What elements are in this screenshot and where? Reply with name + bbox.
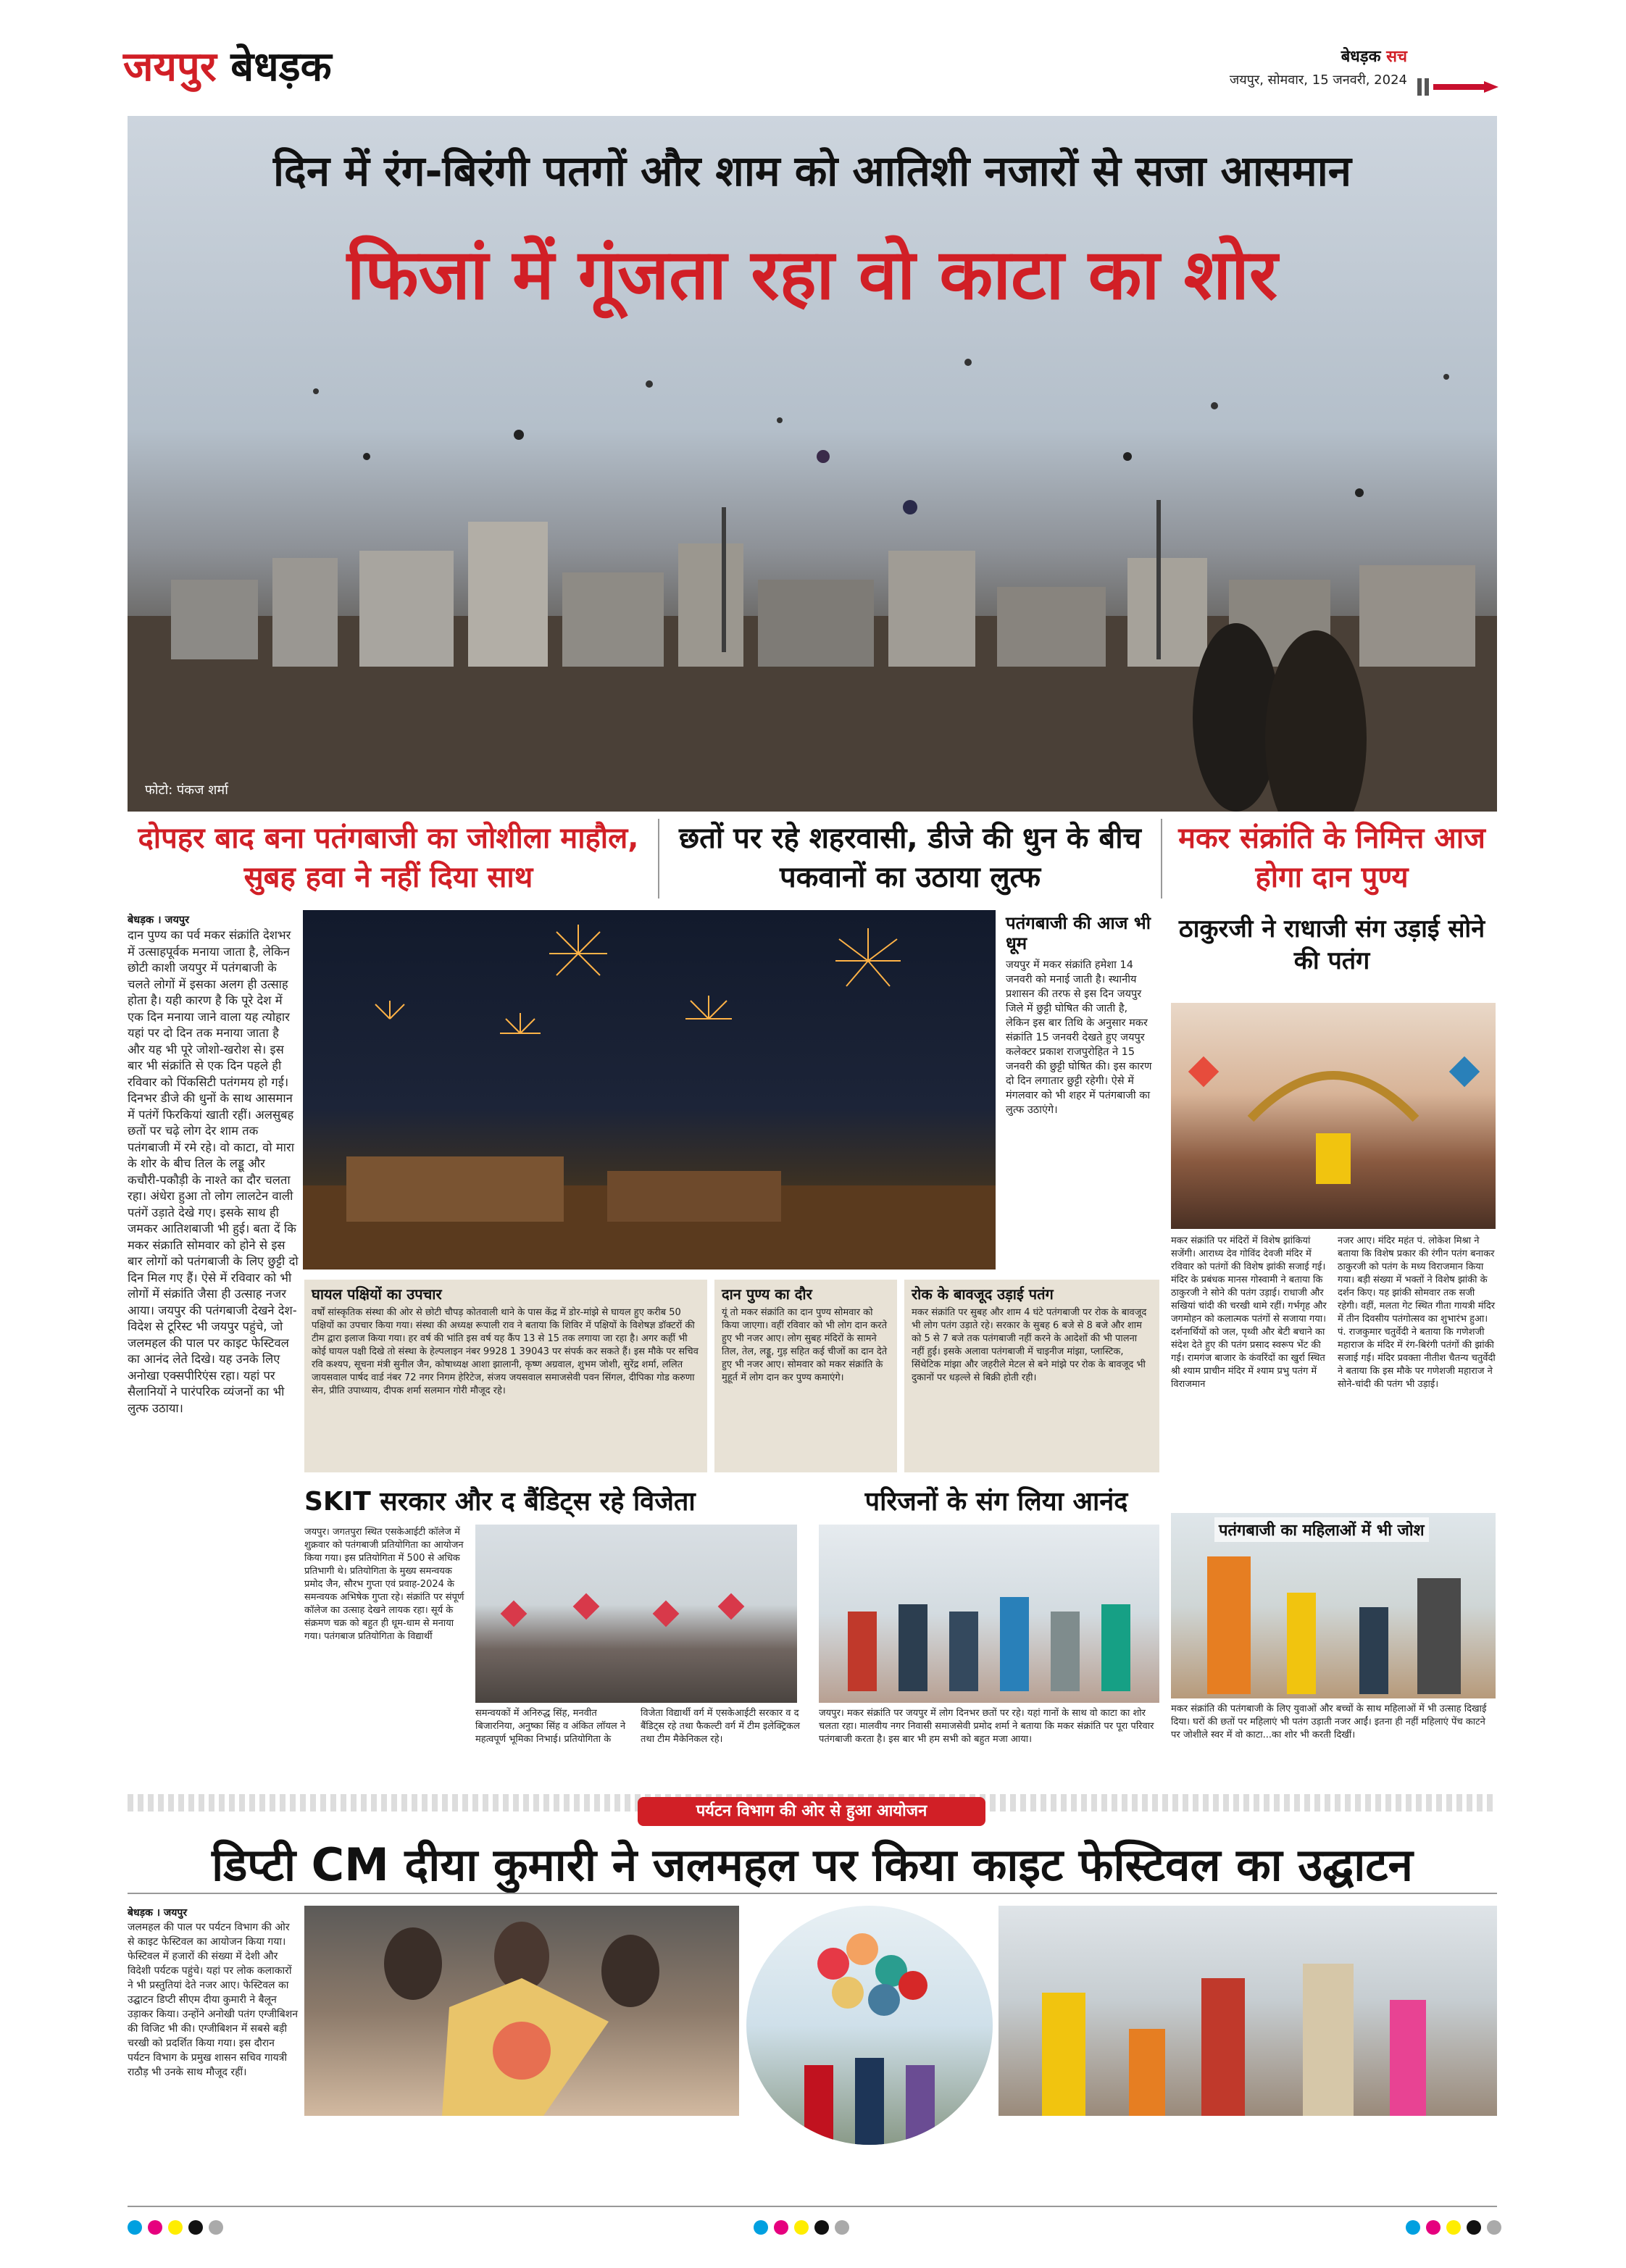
family-image — [819, 1525, 1159, 1703]
city-skyline-image — [128, 116, 1497, 812]
balloon-image — [746, 1906, 993, 2145]
fireworks-photo — [303, 910, 996, 1270]
col1-article — [128, 913, 299, 1417]
tag-word-2: सच — [1386, 48, 1407, 66]
col4-body-a: मकर संक्रांति पर मंदिरों में विशेष झांकियां सजेंगी। आराध्य देव गोविंद देवजी मंदिर में रविवार को पतंगों की विशेष झांकी सजाई गई। मंदिर के प्रबंधक मानस गोस्वामी ने बताया कि ठाकुरजी ने सोने की पतंग उड़ाई। राधाजी और सखियां चांदी की चरखी थामे रहीं। गर्भगृह और जगमोहन को कलात्मक पतंगों से सजाया गया। दर्शनार्थियों को जल, पृथ्वी और बेटी बचाने का संदेश देते हुए की पतंग प्रसाद स्वरूप भेंट की गई। रामगंज बाजार के कंवरिंदों का खुर्रा स्थित श्री श्याम प्राचीन मंदिर में श्याम प्रभु पतंग में विराजमान — [1171, 1235, 1327, 1390]
divider — [128, 2206, 1497, 2207]
bottom-body: जलमहल की पाल पर पर्यटन विभाग की ओर से काइट फेस्टिवल का आयोजन किया गया। फेस्टिवल में हजारों की संख्या में देशी और विदेशी पर्यटक पहुंचे। यहां पर लोक कलाकारों ने भी प्रस्तुतियां देते नजर आए। फेस्टिवल का उद्घाटन डिप्टी सीएम दीया कुमारी ने बैलून उड़ाकर किया। उन्होंने अनोखी पतंग एग्जीबिशन की विजिट भी की। एग्जीबिशन में सबसे बड़ी चरखी को प्रदर्शित किया गया। इस दौरान पर्यटन विभाग के प्रमुख शासन सचिव गायत्री राठौड़ भी उनके साथ मौजूद रहीं। — [128, 1922, 299, 2078]
divider — [658, 819, 659, 899]
dcm-photo — [304, 1906, 739, 2116]
skit-col-b: समन्वयकों में अनिरुद्ध सिंह, मनवीत बिजारनिया, अनुष्का सिंह व अंकित लॉयल ने महत्वपूर्ण भूमिका निभाई। प्रतियोगिता के — [475, 1708, 626, 1745]
fireworks-image — [303, 910, 996, 1270]
parijan-body: जयपुर। मकर संक्रांति पर जयपुर में लोग दिनभर छतों पर रहे। यहां गानों के साथ वो काटा का शोर चलता रहा। मालवीय नगर निवासी समाजसेवी प्रमोद शर्मा ने बताया कि मकर संक्रांति पर पूरा परिवार पतंगबाजी करता है। इस बार भी हम सभी को बहुत मजा आया। — [819, 1708, 1154, 1745]
skit-col-c: विजेता विद्यार्थी वर्ग में एसकेआईटी सरकार व द बैंडिट्स रहे तथा फैकल्टी वर्ग में टीम इलेक्ट्रिकल तथा टीम मैकेनिकल रहे। — [641, 1708, 800, 1745]
pen-icon — [1414, 74, 1500, 100]
tag-word-1: बेधड़क — [1341, 48, 1381, 66]
box-birds-body: वर्षों सांस्कृतिक संस्था की ओर से छोटी चौपड़ कोतवाली थाने के पास केंद्र में डोर-मांझे से घायल हुए करीब 50 पक्षियों का उपचार किया गया। संस्था की अध्यक्ष रूपाली राव ने बताया कि शिविर में पक्षियों के विशेषज्ञ डॉक्टरों की टीम द्वारा इलाज किया गया। हर वर्ष की भांति इस वर्ष यह कैंप 13 से 15 तक लगाया जा रहा है। अगर कहीं भी कोई घायल पक्षी दिखे तो संस्था के हेल्पलाइन नंबर 9928 1 39043 पर संपर्क कर सकते हैं। इस मौके पर सचिव रवि कश्यप, सूचना मंत्री सुनील जैन, कोषाध्यक्ष आशा झालानी, कृष्ण अग्रवाल, शुभम जोशी, सुरेंद्र शर्मा, ललित जायसवाल पार्षद वार्ड नंबर 72 नगर निगम हेरिटेज, संजय जयसवाल समाजसेवी पवन सिंगल, दीपिका गोड करुणा सेन, प्रीति उपाध्याय, दीपक शर्मा सलमान गोरी मौजूद रहे। — [312, 1307, 699, 1396]
inauguration-image — [304, 1906, 739, 2116]
group-image — [475, 1525, 797, 1703]
col2-headline: छतों पर रहे शहरवासी, डीजे की धुन के बीच पकवानों का उठाया लुत्फ — [679, 822, 1141, 894]
col1-headline: दोपहर बाद बना पतंगबाजी का जोशीला माहौल, सुबह हवा ने नहीं दिया साथ — [138, 822, 639, 894]
dance-photo — [998, 1906, 1497, 2116]
bottom-dateline: बेधड़क । जयपुर — [128, 1907, 188, 1919]
box-rok — [904, 1280, 1159, 1472]
bottom-tag: पर्यटन विभाग की ओर से हुआ आयोजन — [638, 1797, 985, 1826]
lead-kicker: दिन में रंग-बिरंगी पतगों और शाम को आतिशी नजारों से सजा आसमान — [273, 146, 1351, 196]
box-daan-title: दान पुण्य का दौर — [722, 1285, 812, 1303]
dateline: बेधड़क । जयपुर — [128, 914, 190, 926]
temple-image — [1171, 1003, 1496, 1229]
col4-headline: मकर संक्रांति के निमित्त आज होगा दान पुण्य — [1178, 822, 1485, 894]
divider — [128, 1893, 1497, 1894]
masthead — [123, 38, 1500, 103]
sidebox-title: पतंगबाजी की आज भी धूम — [1006, 913, 1151, 954]
box-rok-body: मकर संक्रांति पर सुबह और शाम 4 घंटे पतंगबाजी पर रोक के बावजूद भी लोग पतंग उड़ाते रहे। सरकार के सुबह 6 बजे से 8 बजे और शाम को 5 से 7 बजे तक पतंगबाजी नहीं करने के आदेशों की भी पालना नहीं हुई। इसके अलावा पतंगबाजी में चाइनीज मांझा, प्लास्टिक, सिंथेटिक मांझा और जहरीले मेटल से बने मांझे पर रोक के बावजूद भी दुकानों पर धड़ल्ले से बिक्री होती रही। — [912, 1307, 1147, 1383]
tagline — [1341, 45, 1407, 67]
dateline: जयपुर, सोमवार, 15 जनवरी, 2024 — [1229, 72, 1407, 88]
balloon-photo — [746, 1906, 993, 2145]
bottom-article — [128, 1906, 299, 2080]
col4-body-b: नजर आए। मंदिर महंत पं. लोकेश मिश्रा ने बताया कि विशेष प्रकार की रंगीन पतंग बनाकर ठाकुरजी को पतंग के मध्य विराजमान किया गया। बड़ी संख्या में भक्तों ने विशेष झांकी के दर्शन किए। यह झांकी सोमवार तक सजी रहेगी। वहीं, मलता गेट स्थित गीता गायत्री मंदिर में तीन दिवसीय पतंगोत्सव का शुभारंभ हुआ। पं. राजकुमार चतुर्वेदी ने बताया कि गणेशजी महाराज के मंदिर में रंग-बिरंगी पतंगों की झांकी सजाई गई। मंदिर प्रवक्ता नीतीश चैतन्य चतुर्वेदी ने बताया कि इस मौके पर गणेशजी महाराज ने सोने-चांदी की पतंग भी उड़ाई। — [1338, 1235, 1496, 1390]
sidebox-kite-today — [1006, 913, 1154, 1117]
women-photo — [1171, 1513, 1496, 1698]
photo-credit: फोटो: पंकज शर्मा — [145, 783, 228, 798]
brand-logo — [123, 38, 332, 93]
box-birds-title: घायल पक्षियों का उपचार — [312, 1285, 442, 1303]
parijan-photo — [819, 1525, 1159, 1703]
parijan-headline: परिजनों के संग लिया आनंद — [864, 1487, 1128, 1517]
box-daan-body: यूं तो मकर संक्रांति का दान पुण्य सोमवार को किया जाएगा। वहीं रविवार को भी लोग दान करते हुए भी नजर आए। लोग सुबह मंदिरों के सामने तिल, तेल, लड्डू, गुड़ सहित कई चीजों का दान देते हुए भी नजर आए। सोमवार को मकर संक्रांति के मुहूर्त में लोग दान कर पुण्य कमाएंगे। — [722, 1307, 888, 1383]
skit-team-photo — [475, 1525, 797, 1703]
brand-red: जयपुर — [123, 43, 217, 91]
box-birds — [304, 1280, 707, 1472]
sidebox-body: जयपुर में मकर संक्रांति हमेशा 14 जनवरी को मनाई जाती है। स्थानीय प्रशासन की तरफ से इस दिन जयपुर जिले में छुट्टी घोषित की जाती है, लेकिन इस बार तिथि के अनुसार मकर संक्रांति 15 जनवरी देखते हुए जयपुर कलेक्टर प्रकाश राजपुरोहित ने 15 जनवरी की छुट्टी घोषित की। इस कारण दो दिन लगातार छुट्टी रहेगी। ऐसे में मंगलवार को भी शहर में पतंगबाजी का लुत्फ उठाएंगे। — [1006, 959, 1152, 1116]
lead-headline: फिजां में गूंजता रहा वो काटा का शोर — [346, 234, 1278, 315]
dancing-image — [998, 1906, 1497, 2116]
box-daan — [714, 1280, 897, 1472]
brand-black: बेधड़क — [230, 43, 332, 91]
col1-body: दान पुण्य का पर्व मकर संक्रांति देशभर में उत्साहपूर्वक मनाया जाता है, लेकिन छोटी काशी जयपुर में पतंगबाजी के चलते लोगों में इसका अलग ही उत्साह होता है। यही कारण है कि पूरे देश में एक दिन मनाया जाने वाला यह त्योहार यहां पर दो दिन तक मनाया जाता है और यह भी पूरे जोशो-खरोश से। इस बार भी संक्रांति से एक दिन पहले ही रविवार को पिंकसिटी पतंगमय हो गई। दिनभर डीजे की धुनों के साथ आसमान में पतंगें फिरकियां खाती रहीं। अलसुबह छतों पर चढ़े लोग देर शाम तक पतंगबाजी में रमे रहे। वो काटा, वो मारा के शोर के बीच तिल के लड्डू और कचौरी-पकौड़ी के नाश्ते का दौर चलता रहा। अंधेरा हुआ तो लोग लालटेन वाली पतंगें उड़ाते देखे गए। इसके साथ ही जमकर आतिशबाजी भी हुई। बता दें कि मकर संक्राति सोमवार को होने से इस बार लोगों को पतंगबाजी के लिए छुट्टी दो दिन मिल गए हैं। ऐसे में रविवार को भी लोगों में संक्रांति जैसा ही उत्साह नजर आया। जयपुर की पतंगबाजी देखने देश-विदेश से टूरिस्ट भी जयपुर पहुंचे, जो जलमहल की पाल पर काइट फेस्टिवल का आनंद लेते दिखे। यह उनके लिए अनोखा एक्सपीरिएंस रहा। यहां पर सैलानियों ने पारंपरिक व्यंजनों का भी लुत्फ उठाया। — [128, 928, 299, 1415]
lead-photo — [128, 116, 1497, 812]
col4-subhead: ठाकुरजी ने राधाजी संग उड़ाई सोने की पतंग — [1178, 914, 1485, 975]
box-rok-title: रोक के बावजूद उड़ाई पतंग — [912, 1285, 1054, 1303]
women-title: पतंगबाजी का महिलाओं में भी जोश — [1214, 1517, 1429, 1542]
divider — [1161, 819, 1162, 899]
skit-headline: SKIT सरकार और द बैंडिट्स रहे विजेता — [304, 1487, 696, 1517]
temple-photo — [1171, 1003, 1496, 1229]
bottom-headline: डिप्टी CM दीया कुमारी ने जलमहल पर किया काइट फेस्टिवल का उद्घाटन — [212, 1838, 1413, 1891]
skit-col-a: जयपुर। जगतपुरा स्थित एसकेआईटी कॉलेज में शुक्रवार को पतंगबाजी प्रतियोगिता का आयोजन किया गया। इस प्रतियोगिता में 500 से अधिक प्रतिभागी थे। प्रतियोगिता के मुख्य समन्वयक प्रमोद जैन, सौरभ गुप्ता एवं प्रवाह-2024 के समन्वयक अभिषेक गुप्ता रहे। संक्रांति पर संपूर्ण कॉलेज का उत्साह देखने लायक रहा। सूर्य के संक्रमण चक्र को बहुत ही धूम-धाम से मनाया गया। पतंगबाज प्रतियोगिता के विद्यार्थी — [304, 1527, 464, 1642]
women-caption: मकर संक्रांति की पतंगबाजी के लिए युवाओं और बच्चों के साथ महिलाओं में भी उत्साह दिखाई दिया। घरों की छतों पर महिलाएं भी पतंग उड़ाती नजर आईं। इतना ही नहीं महिलाएं पेंच काटने पर जोशीले स्वर में वो काटा...का शोर भी करती दिखीं। — [1171, 1704, 1487, 1740]
